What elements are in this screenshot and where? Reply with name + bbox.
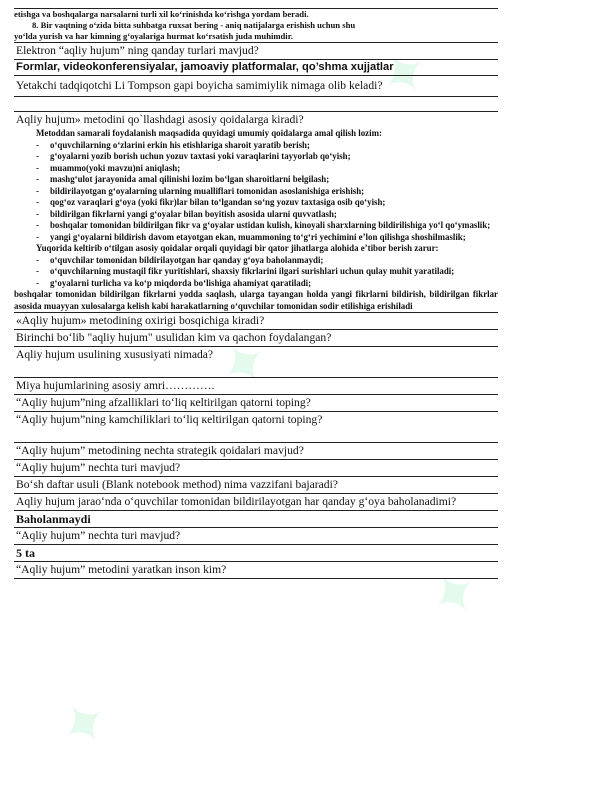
blank-answer-row (14, 97, 498, 112)
rule2-item: - g‘oyalarni turlicha va ko‘p miqdorda bo‘lishiga ahamiyat qaratiladi; (36, 277, 312, 288)
rule-item: - g‘oyalarni yozib borish uchun yozuv taxtasi yoki varaqlarini tayyorlab qo‘yish; (36, 151, 351, 161)
question-advantages: “Aqliy hujum”ning afzalliklari to‘liq кeltirilgan qatorni toping? (14, 395, 498, 412)
question-electronic-types: Elektron “aqliy hujum” ning qanday turlari mavjud? (14, 43, 498, 60)
rules-answer-block (14, 127, 498, 313)
watermark-logo: ✦ (414, 551, 496, 639)
rule-item: - qog‘oz varaqlari g‘oya (yoki fikr)lar bilan to‘lgandan so‘ng yozuv taxtasiga osib qo‘yish; (36, 197, 386, 207)
question-first-used: Birinchi bo‘lib "aqliy hujum" usulidan kim va qachon foydalangan? (14, 330, 498, 347)
question-main-rules: Aqliy hujum» metodini qo`llashdagi asosiy qoidalarga kiradi? (16, 113, 304, 126)
rule-item: - o‘quvchilarning o‘zlarini erkin his etishlariga sharoit yaratib berish; (36, 139, 310, 150)
question-disadvantages: “Aqliy hujum”ning kamchiliklari to‘liq кeltirilgan qatorni toping? (14, 412, 498, 443)
question-feature: Aqliy hujum usulining xususiyati nimada? (14, 347, 498, 378)
rule-item: - muammo(yoki mavzu)ni aniqlash; (36, 162, 181, 173)
watermark-logo: ✦ (204, 321, 286, 409)
rule2-item: - o‘quvchilar tomonidan bildirilayotgan har qanday g‘oya baholanmaydi; (36, 254, 324, 265)
question-types-count-2: “Aqliy hujum” nechta turi mavjud? (14, 528, 498, 545)
rule-item: - bildirilgan fikrlarni yangi g‘oyalar bilan boyitish asosida ularni quvvatlash; (36, 208, 337, 219)
question-main-command: Miya hujumlarining asosiy amri…………. (14, 378, 498, 395)
question-final-stage: «Aqliy hujum» metodining oxirigi bosqichiga kiradi? (14, 313, 498, 330)
answer-evaluated: Baholanmaydi (14, 511, 498, 528)
answer-electronic-types: Formlar, videokonferensiyalar, jamoaviy platformalar, qo’shma xujjatlar (14, 60, 498, 76)
rules2-intro: Yuqorida keltirib o‘tilgan asosiy qoidalar orqali quyidagi bir qator jihatlarga alohida e’tibor berish zarur: (36, 243, 439, 253)
document-body (14, 8, 498, 579)
rules-end: boshqalar tomonidan bildirilgan fikrlarni yodda saqlash, ularga tayangan holda yangi fikrlarni bildirish, bildirilgan fikrlar asosida muayyan xulosalarga kelish kabi harakatlarning o‘quvchilar tomonidan sodir etilishiga erishiladi (14, 289, 498, 311)
top-text-block (14, 8, 498, 43)
watermark-logo: ✦ (44, 681, 126, 769)
rule-item: - boshqalar tomonidan bildirilgan fikr va g‘oyalar ustidan kulish, kinoyali sharxlarning bildirilishiga yo‘l qo‘ymaslik; (36, 220, 491, 230)
question-strategic-rules: “Aqliy hujum” metodining nechta strategik qoidalari mavjud? (14, 443, 498, 460)
top-line: 8. Bir vaqtning o‘zida bitta suhbatga ruxsat bering - aniq natijalarga erishish uchun shu (32, 20, 356, 30)
rule-item: - mashg‘ulot jarayonida amal qilinishi lozim bo‘lgan sharoitlarni belgilash; (36, 174, 330, 184)
question-types-count: “Aqliy hujum” nechta turi mavjud? (14, 460, 498, 477)
rules-intro: Metoddan samarali foydalanish maqsadida quyidagi umumiy qoidalarga amal qilish lozim: (36, 128, 382, 138)
question-evaluated: Aqliy hujum jarao‘nda o‘quvchilar tomonidan bildirilayotgan har qanday g‘oya baholanadimi? (14, 494, 498, 511)
answer-types-count: 5 ta (14, 545, 498, 562)
question-creator: “Aqliy hujum” metodini yaratkan inson kim? (14, 562, 498, 579)
rule-item: - bildirilayotgan g‘oyalarning ularning mualliflari tomonidan asoslanishiga erishish; (36, 185, 365, 196)
top-line: yo‘lda yurish va har kimning g‘oyalariga hurmat ko‘rsatish juda muhimdir. (14, 31, 293, 41)
top-line: etishga va boshqalarga narsalarni turli xil ko‘rinishda ko‘rishga yordam beradi. (14, 9, 309, 19)
rule2-item: - o‘quvchilarning mustaqil fikr yuritishlari, shaxsiy fikrlarini ilgari surishlari uchun qulay muhit yaratiladi; (36, 266, 455, 276)
question-blank-notebook: Bo‘sh daftar usuli (Blank notebook method) nima vazzifani bajaradi? (14, 477, 498, 494)
rule-item: - yangi g‘oyalarni bildirish davom etayotgan ekan, muammoning to‘g‘ri yechimini e’lon qilishga shoshilmaslik; (36, 231, 466, 242)
question-li-thompson: Yetakchi tadqiqotchi Li Tompson gapi boyicha samimiylik nimaga olib keladi? (14, 76, 498, 97)
watermark-logo: ✦ (364, 31, 446, 119)
